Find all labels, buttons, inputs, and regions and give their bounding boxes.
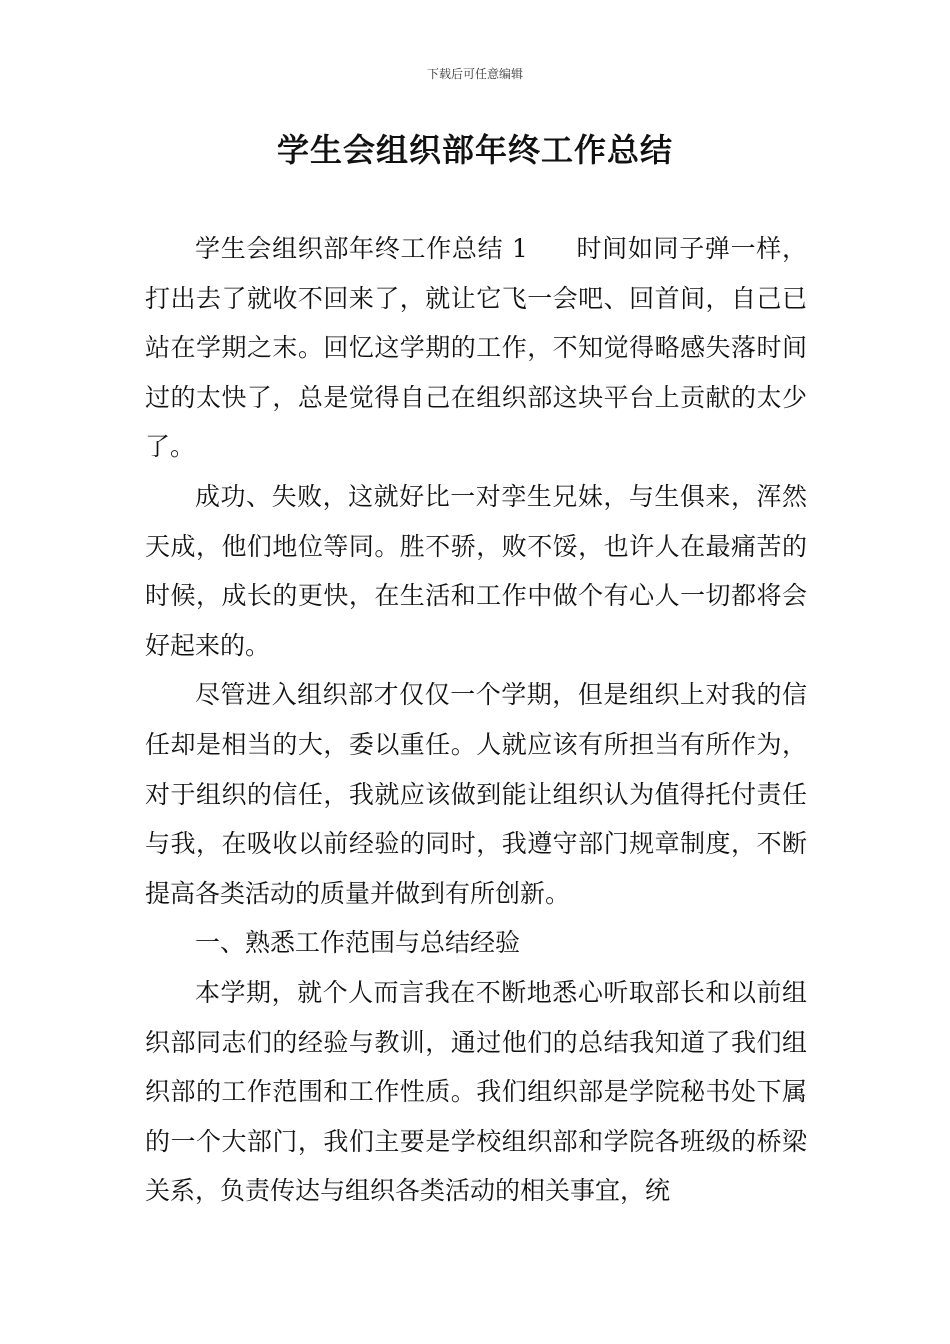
paragraph-1 bbox=[145, 224, 807, 472]
document-title: 学生会组织部年终工作总结 bbox=[276, 131, 673, 169]
document-body bbox=[145, 224, 807, 1216]
header-note: 下载后可任意编辑 bbox=[426, 67, 523, 81]
paragraph-4: 本学期，就个人而言我在不断地悉心听取部长和以前组织部同志们的经验与教训，通过他们的总结我知道了我们组织部的工作范围和工作性质。我们组织部是学院秘书处下属的一个大部门，我们主要是学校组织部和学院各班级的桥梁关系，负责传达与组织各类活动的相关事宜，统 bbox=[145, 977, 807, 1206]
paragraph-1-heading: 学生会组织部年终工作总结 1 bbox=[195, 234, 528, 263]
paragraph-3: 尽管进入组织部才仅仅一个学期，但是组织上对我的信任却是相当的大，委以重任。人就应该有所担当有所作为，对于组织的信任，我就应该做到能让组织认为值得托付责任与我，在吸收以前经验的同时，我遵守部门规章制度，不断提高各类活动的质量并做到有所创新。 bbox=[145, 680, 807, 908]
paragraph-2: 成功、失败，这就好比一对孪生兄妹，与生俱来，浑然天成，他们地位等同。胜不骄，败不馁，也许人在最痛苦的时候，成长的更快，在生活和工作中做个有心人一切都将会好起来的。 bbox=[145, 481, 807, 660]
section-heading-1: 一、熟悉工作范围与总结经验 bbox=[195, 928, 521, 958]
paragraph-1-body: 时间如同子弹一样，打出去了就收不回来了，就让它飞一会吧、回首间，自己已站在学期之末。回忆这学期的工作，不知觉得略感失落时间过的太快了，总是觉得自己在组织部这块平台上贡献的太少了。 bbox=[145, 234, 807, 462]
